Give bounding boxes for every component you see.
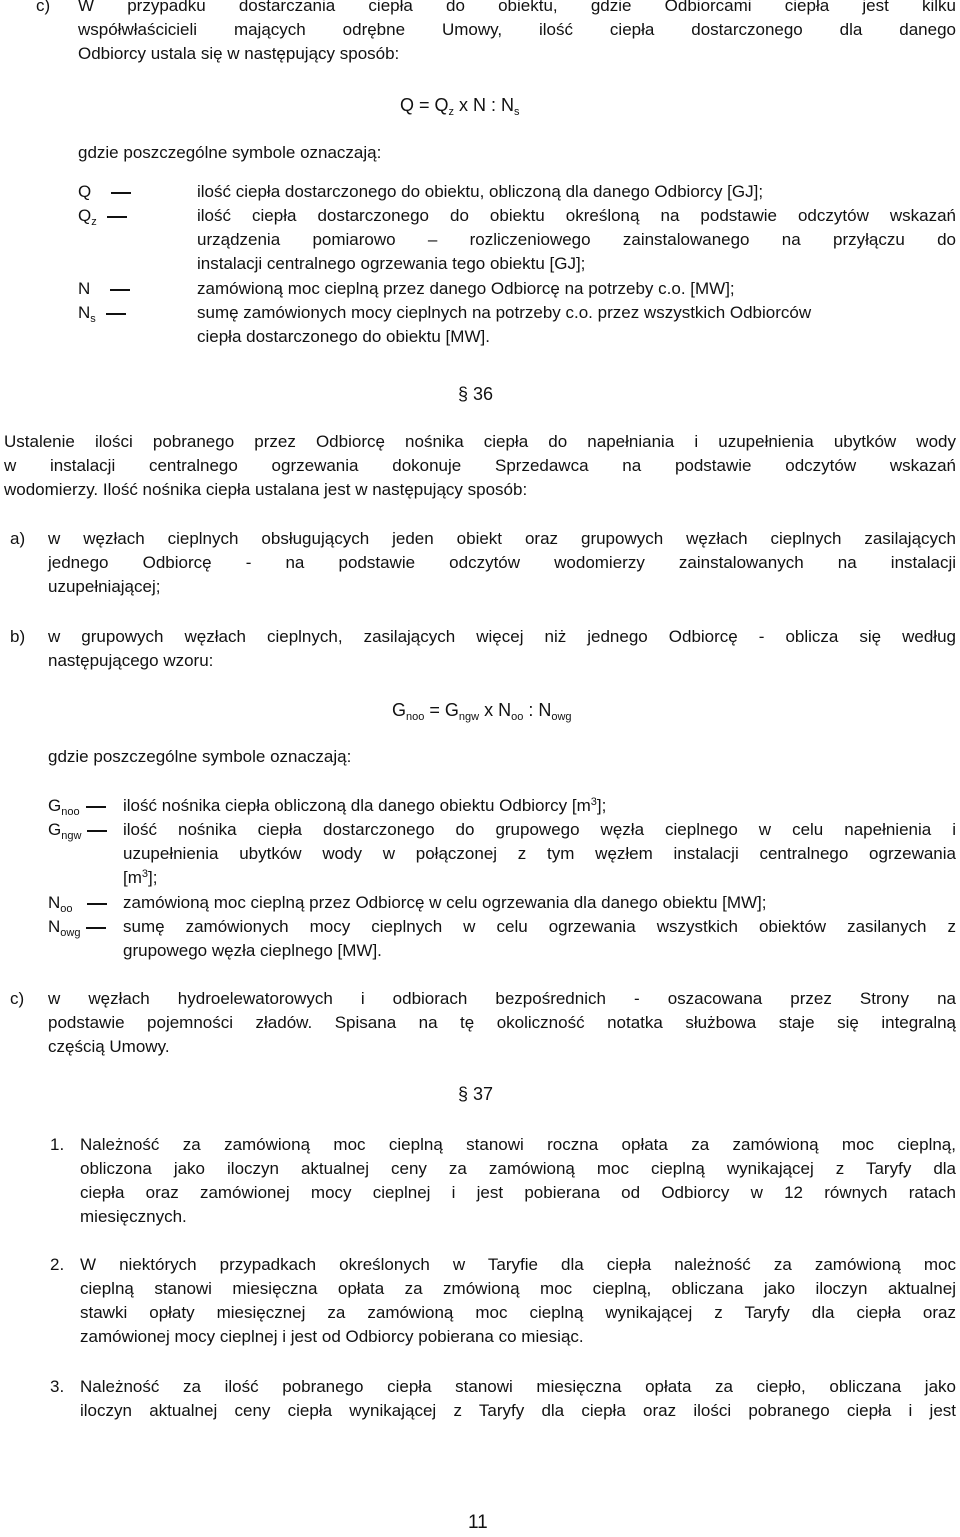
formula-part: Q = Q (400, 95, 449, 115)
clause-line: następującego wzoru: (48, 651, 214, 670)
symbol-desc: ilość nośnika ciepła obliczoną dla danego obiektu Odbiorcy $[m^3]$; (123, 796, 607, 815)
clause-line: współwłaścicieli mających odrębne Umowy, ilość ciepła dostarczonego dla danego (78, 20, 956, 39)
symbol-Nowg: $N_{owg}$ (48, 915, 106, 940)
symbol-desc: zamówioną moc cieplną przez danego Odbiorcę na potrzeby c.o. [MW]; (197, 279, 735, 298)
item-line: iloczyn aktualnej ceny ciepła wynikającej z Taryfy dla ciepła oraz ilości pobranego ciepła i jest (80, 1401, 956, 1420)
numbered-item-2 (0, 1253, 960, 1353)
symbol-desc: sumę zamówionych mocy cieplnych na potrzeby c.o. przez wszystkich Odbiorców (197, 303, 812, 322)
page-number: 11 (468, 1512, 488, 1533)
symbol-Gnoo: $G_{noo}$ (48, 794, 106, 819)
section-heading-36: § 36 (458, 384, 494, 404)
symbol-desc: instalacji centralnego ogrzewania tego obiektu [GJ]; (197, 254, 586, 273)
symbol-desc: ilość ciepła dostarczonego do obiektu określoną na podstawie odczytów wskazań (197, 206, 956, 225)
symbol-desc: zamówioną moc cieplną przez Odbiorcę w celu ogrzewania dla danego obiektu [MW]; (123, 893, 767, 912)
formula-sub: s (514, 106, 520, 118)
symbol-Gngw: $G_{ngw}$ (48, 818, 107, 843)
symbol-desc: ilość nośnika ciepła dostarczonego do grupowego węzła cieplnego w celu napełnienia i (123, 820, 956, 839)
paragraph-line: Ustalenie ilości pobranego przez Odbiorcę nośnika ciepła do napełniania i uzupełnienia ubytków wody (4, 432, 956, 451)
clause-a (0, 527, 960, 603)
symbol-Qz: $Q_z$ (78, 204, 127, 229)
symbol-Ns: $N_s$ (78, 301, 126, 326)
paragraph-line: w instalacji centralnego ogrzewania dokonuje Sprzedawca na podstawie odczytów wskazań (4, 456, 956, 475)
clause-line: podstawie pojemności zładów. Spisana na tę okoliczność notatka służbowa staje się integralną (48, 1013, 956, 1032)
symbol-Noo: $N_{oo}$ (48, 891, 107, 916)
clause-c-multiple-owners (0, 0, 960, 74)
numbered-item-1 (0, 1133, 960, 1233)
paragraph-line: wodomierzy. Ilość nośnika ciepła ustalana jest w następujący sposób: (4, 480, 528, 499)
item-line: cieplną stanowi miesięczna opłata za zmówioną moc cieplną, obliczana jako iloczyn aktualnej (80, 1279, 956, 1298)
numbered-item-3 (0, 1375, 960, 1427)
clause-label: c) (10, 989, 25, 1008)
formula-part: x N : N (454, 95, 515, 115)
clause-line: w grupowych węzłach cieplnych, zasilających więcej niż jednego Odbiorcę - oblicza się według (48, 627, 956, 646)
clause-line: częścią Umowy. (48, 1037, 170, 1056)
item-line: W niektórych przypadkach określonych w Taryfie dla ciepła należność za zamówioną moc (80, 1255, 956, 1274)
item-line: Należność za zamówioną moc cieplną stanowi roczna opłata za zamówioną moc cieplną, (80, 1135, 956, 1154)
symbol-Q: Q (78, 180, 131, 205)
item-number: 1. (50, 1135, 65, 1154)
symbols-list (0, 180, 960, 355)
clause-label: a) (10, 529, 26, 548)
clause-line: w węzłach hydroelewatorowych i odbiorach bezpośrednich - oszacowana przez Strony na (48, 989, 956, 1008)
symbols-intro: gdzie poszczególne symbole oznaczają: (78, 143, 382, 162)
symbol-desc: ciepła dostarczonego do obiektu [MW]. (197, 327, 490, 346)
symbol-desc: uzupełnienia ubytków wody w połączonej z tym węzłem instalacji centralnego ogrzewania (123, 844, 956, 863)
symbol-desc: sumę zamówionych mocy cieplnych w celu ogrzewania wszystkich obiektów zasilanych z (123, 917, 956, 936)
item-line: stawki opłaty miesięcznej za zamówioną moc cieplną wynikającej z Taryfy dla ciepła oraz (80, 1303, 956, 1322)
clause-c-hydroelevator (0, 987, 960, 1063)
clause-line: Odbiorcy ustala się w następujący sposób: (78, 44, 400, 63)
clause-line: jednego Odbiorcę - na podstawie odczytów wodomierzy zainstalowanych na instalacji (48, 553, 956, 572)
formula-sub: z (448, 106, 455, 118)
paragraph-36 (0, 430, 960, 506)
item-line: Należność za ilość pobranego ciepła stanowi miesięczna opłata za ciepło, obliczana jako (80, 1377, 956, 1396)
symbol-desc: grupowego węzła cieplnego [MW]. (123, 941, 382, 960)
formula-heat-split (400, 95, 520, 116)
symbol-N: N (78, 277, 130, 302)
formula-water-split: $G_{noo} = G_{ngw}$ x $N_{oo}$ : $N_{owg}$ (392, 700, 572, 723)
symbol-desc: ilość ciepła dostarczonego do obiektu, obliczoną dla danego Odbiorcy [GJ]; (197, 182, 764, 201)
clause-b (0, 625, 960, 677)
item-number: 2. (50, 1255, 65, 1274)
item-line: zamówionej mocy cieplnej i jest od Odbiorcy pobierana co miesiąc. (80, 1327, 584, 1346)
clause-label: b) (10, 627, 26, 646)
symbol-desc: $[m^3]$; (123, 868, 158, 887)
item-line: miesięcznych. (80, 1207, 187, 1226)
clause-line: uzupełniającej; (48, 577, 161, 596)
item-line: ciepła oraz zamówionej mocy cieplnej i jest pobierana od Odbiorcy w 12 równych ratach (80, 1183, 956, 1202)
item-line: obliczona jako iloczyn aktualnej ceny za zamówioną moc cieplną wynikającej z Taryfy dla (80, 1159, 956, 1178)
section-heading-37: § 37 (458, 1084, 494, 1104)
symbols-list (0, 794, 960, 969)
clause-label: c) (36, 0, 51, 15)
item-number: 3. (50, 1377, 65, 1396)
symbols-intro: gdzie poszczególne symbole oznaczają: (48, 747, 352, 766)
clause-line: w węzłach cieplnych obsługujących jeden obiekt oraz grupowych węzłach cieplnych zasilających (48, 529, 956, 548)
symbol-desc: urządzenia pomiarowo – rozliczeniowego zainstalowanego na przyłączu do (197, 230, 956, 249)
clause-line: W przypadku dostarczania ciepła do obiektu, gdzie Odbiorcami ciepła jest kilku (78, 0, 956, 15)
